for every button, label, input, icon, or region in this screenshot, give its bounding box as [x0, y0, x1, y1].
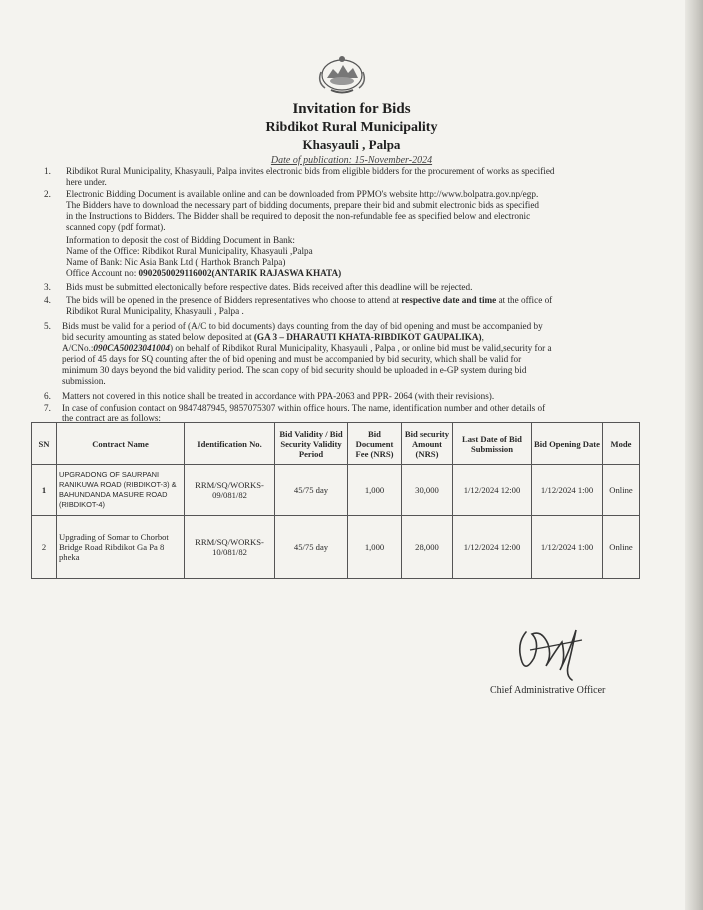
signature-mark — [512, 620, 592, 682]
signatory-title: Chief Administrative Officer — [490, 685, 606, 696]
clause-6-line-1: Matters not covered in this notice shall be treated in accordance with PPA-2063 and PPR- 2064 (with their revisions). — [62, 391, 495, 401]
clause-4-text: The bids will be opened in the presence of Bidders representatives who choose to attend at — [66, 295, 402, 305]
clause-5-line-6: submission. — [62, 376, 106, 386]
clause-5-line-3 — [62, 343, 552, 354]
clause-4-line-1 — [66, 295, 552, 306]
government-emblem-icon — [313, 52, 371, 94]
cell-contract-name: Upgrading of Somar to Chorbot Bridge Road Ribdikot Ga Pa 8 pheka — [57, 516, 185, 579]
clause-2-line-1: Electronic Bidding Document is available online and can be downloaded from PPMO's website http://www.bolpatra.gov.np/egp. — [66, 189, 539, 199]
col-last-date: Last Date of Bid Submission — [453, 423, 532, 465]
cell-mode: Online — [603, 516, 640, 579]
ac-no-value: 090CA50023041004 — [93, 343, 170, 353]
deposit-account-name: (GA 3 – DHARAUTI KHATA-RIBDIKOT GAUPALIKA) — [253, 332, 482, 342]
col-security: Bid security Amount (NRS) — [402, 423, 453, 465]
clause-number: 3. — [44, 282, 51, 292]
account-label: Office Account no: — [66, 268, 139, 278]
clause-3-line-1: Bids must be submitted electonically before respective dates. Bids received after this deadline will be rejected. — [66, 282, 473, 292]
clause-number: 6. — [44, 391, 51, 401]
cell-validity: 45/75 day — [275, 516, 348, 579]
clause-number: 4. — [44, 295, 51, 305]
clause-5-text: bid security amounting as stated below deposited at — [62, 332, 254, 342]
table-header-row — [32, 423, 640, 465]
clause-5-line-4: period of 45 days for SQ counting after the of bid opening and must be accompanied by bid security, which shall be valid for — [62, 354, 522, 364]
col-fee: Bid Document Fee (NRS) — [348, 423, 402, 465]
clause-number: 7. — [44, 403, 51, 413]
contracts-table — [31, 422, 640, 579]
cell-opening-date: 1/12/2024 1:00 — [532, 516, 603, 579]
cell-opening-date: 1/12/2024 1:00 — [532, 465, 603, 516]
clause-number: 5. — [44, 321, 51, 331]
clause-4-text-end: at the office of — [496, 295, 553, 305]
col-mode: Mode — [603, 423, 640, 465]
cell-last-date: 1/12/2024 12:00 — [453, 516, 532, 579]
clause-number: 1. — [44, 166, 51, 176]
col-opening-date: Bid Opening Date — [532, 423, 603, 465]
cell-validity: 45/75 day — [275, 465, 348, 516]
cell-sn: 2 — [32, 516, 57, 579]
col-identification: Identification No. — [185, 423, 275, 465]
cell-identification: RRM/SQ/WORKS-09/081/82 — [185, 465, 275, 516]
table-row — [32, 516, 640, 579]
cell-mode: Online — [603, 465, 640, 516]
clause-2-line-6: Name of the Office: Ribdikot Rural Municipality, Khasyauli ,Palpa — [66, 246, 313, 256]
clause-2-line-7: Name of Bank: Nic Asia Bank Ltd ( Harthok Branch Palpa) — [66, 257, 286, 267]
clause-4-line-2: Ribdikot Rural Municipality, Khasyauli , Palpa . — [66, 306, 244, 316]
ac-no-label: A/CNo.: — [62, 343, 94, 353]
cell-security: 28,000 — [402, 516, 453, 579]
cell-fee: 1,000 — [348, 465, 402, 516]
col-validity: Bid Validity / Bid Security Validity Period — [275, 423, 348, 465]
table-row — [32, 465, 640, 516]
col-sn: SN — [32, 423, 57, 465]
cell-contract-name: UPGRADONG OF SAURPANI RANIKUWA ROAD (RIBDIKOT-3) & BAHUNDANDA MASURE ROAD (RIBDIKOT-4) — [57, 465, 185, 516]
clause-5-line-2 — [62, 332, 484, 343]
account-number: 0902050029116002(ANTARIK RAJASWA KHATA) — [138, 268, 342, 278]
clause-2-line-5: Information to deposit the cost of Bidding Document in Bank: — [66, 235, 295, 245]
clause-5-line-5: minimum 30 days beyond the bid validity period. The scan copy of bid security should be uploaded in e-GP system during bid — [62, 365, 527, 375]
organization-name: Ribdikot Rural Municipality — [265, 120, 438, 135]
document-title: Invitation for Bids — [292, 101, 411, 117]
clause-5-line-1: Bids must be valid for a period of (A/C to bid documents) days counting from the day of bid opening and must be accompanied by — [62, 321, 543, 331]
clause-5-comma: , — [481, 332, 484, 342]
col-contract-name: Contract Name — [57, 423, 185, 465]
cell-fee: 1,000 — [348, 516, 402, 579]
clause-4-emphasis: respective date and time — [401, 295, 497, 305]
cell-identification: RRM/SQ/WORKS-10/081/82 — [185, 516, 275, 579]
clause-7-line-1: In case of confusion contact on 9847487945, 9857075307 within office hours. The name, identification number and other details of — [62, 403, 546, 413]
cell-security: 30,000 — [402, 465, 453, 516]
cell-last-date: 1/12/2024 12:00 — [453, 465, 532, 516]
clause-1-line-2: here under. — [66, 177, 107, 187]
clause-1-line-1: Ribdikot Rural Municipality, Khasyauli, Palpa invites electronic bids from eligible bidders for the procurement of works as specified — [66, 166, 555, 176]
organization-location: Khasyauli , Palpa — [302, 137, 401, 152]
clause-7-line-2: the contract are as follows: — [62, 413, 161, 423]
clause-5-text-cont: ) on behalf of Ribdikot Rural Municipality, Khasyauli , Palpa , or online bid must be valid,security for a — [169, 343, 552, 353]
clause-2-line-4: scanned copy (pdf format). — [66, 222, 166, 232]
clause-2-line-8 — [66, 268, 341, 279]
clause-2-line-2: The Bidders have to download the necessary part of bidding documents, prepare their bid and submit electronic bids as specified — [66, 200, 540, 210]
clause-2-line-3: in the Instructions to Bidders. The Bidder shall be required to deposit the non-refundable fee as specified below and electronic — [66, 211, 531, 221]
clause-number: 2. — [44, 189, 51, 199]
publication-date: Date of publication: 15-November-2024 — [270, 155, 433, 166]
cell-sn: 1 — [32, 465, 57, 516]
